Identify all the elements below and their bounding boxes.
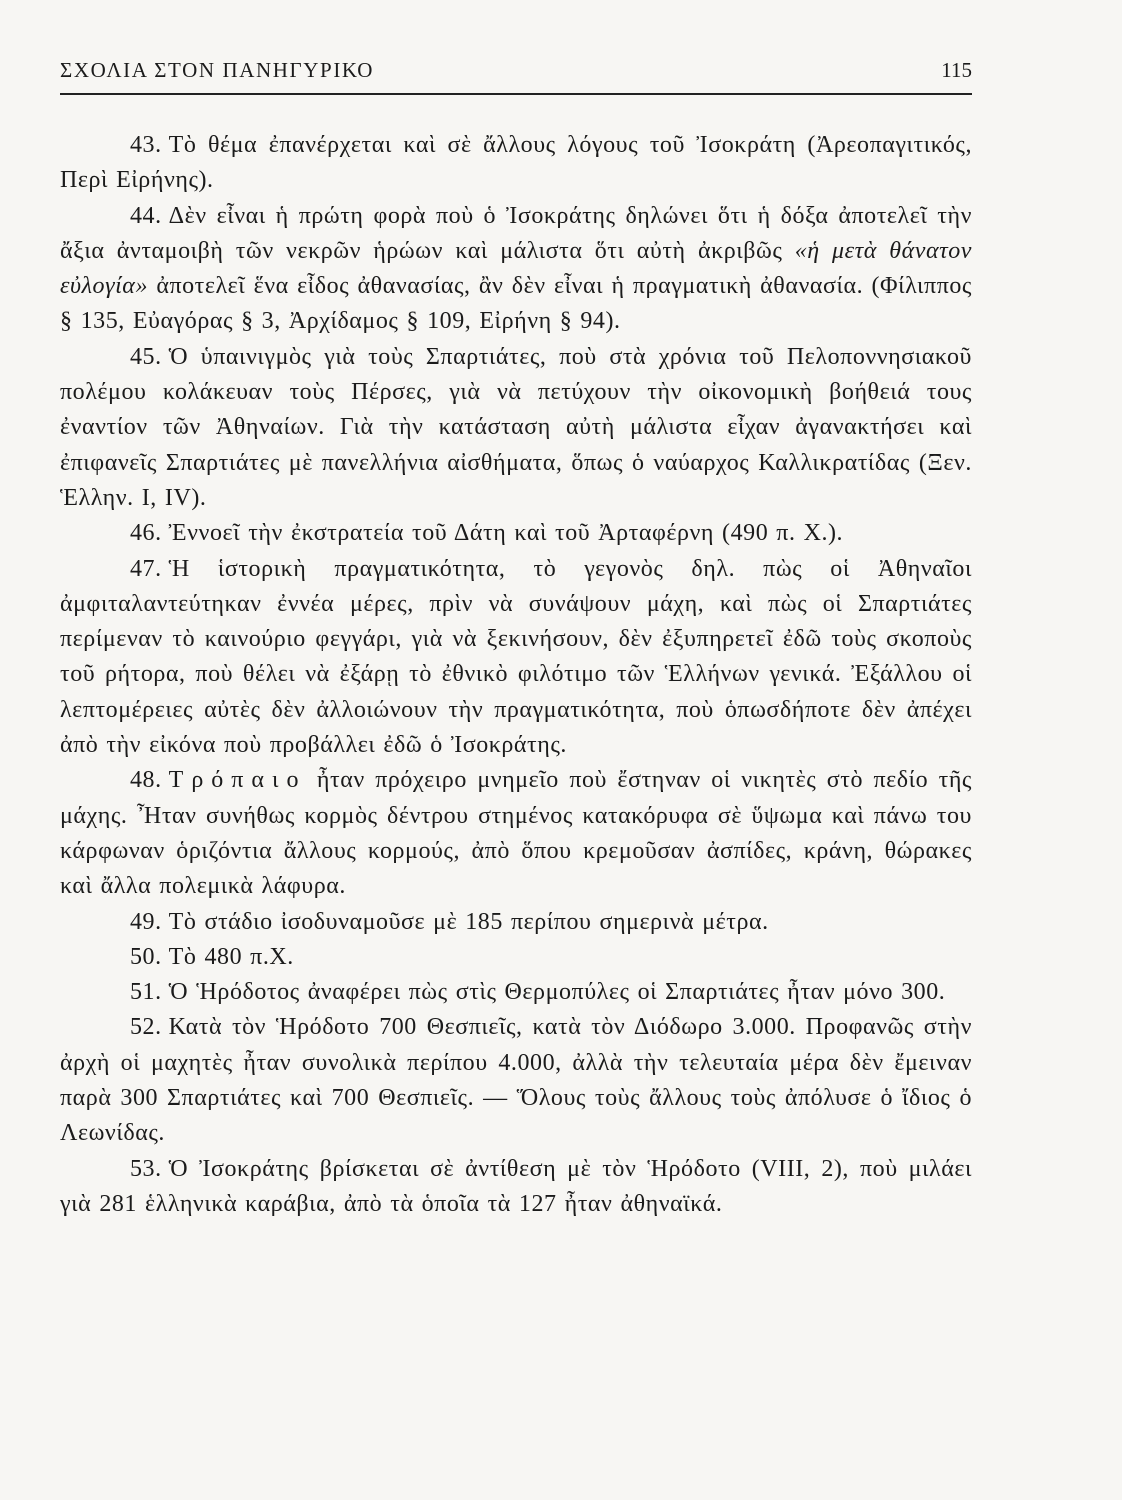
spaced-term: Τρόπαιο [168,767,307,794]
note-text: Τὸ 480 π.Χ. [168,943,294,970]
note-51 [60,975,972,1010]
note-46 [60,516,972,551]
note-45 [60,340,972,516]
note-number: 47. [130,555,162,582]
note-47 [60,552,972,764]
note-53 [60,1152,972,1223]
note-number: 46. [130,520,162,547]
note-number: 48. [130,767,162,794]
note-text: Δὲν εἶναι ἡ πρώτη φορὰ ποὺ ὁ Ἰσοκράτης δηλώνει ὅτι ἡ δόξα ἀποτελεῖ τὴν ἄξια ἀνταμοιβὴ τῶν νεκρῶν ἡρώων καὶ μάλιστα ὅτι αὐτὴ ἀκριβῶς [60,202,972,264]
note-number: 51. [130,979,162,1006]
note-text: ἦταν πρόχειρο μνημεῖο ποὺ ἔστηναν οἱ νικητὲς στὸ πεδίο τῆς μάχης. Ἦταν συνήθως κορμὸς δέντρου στημένος κατακόρυφα σὲ ὕψωμα καὶ πάνω του κάρφωναν ὁριζόντια ἄλλους κορμούς, ἀπὸ ὅπου κρεμοῦσαν ἀσπίδες, κράνη, θώρακες καὶ ἄλλα πολεμικὰ λάφυρα. [60,767,972,900]
note-number: 44. [130,202,162,229]
note-text: Ὁ Ἰσοκράτης βρίσκεται σὲ ἀντίθεση μὲ τὸν Ἡρόδοτο (VIII, 2), ποὺ μιλάει γιὰ 281 ἑλληνικὰ καράβια, ἀπὸ τὰ ὁποῖα τὰ 127 ἦταν ἀθηναϊκά. [60,1155,972,1217]
note-49 [60,905,972,940]
note-number: 52. [130,1014,162,1041]
note-text: Ὁ Ἡρόδοτος ἀναφέρει πὼς στὶς Θερμοπύλες οἱ Σπαρτιάτες ἦταν μόνο 300. [168,979,946,1006]
note-number: 45. [130,343,162,370]
note-50 [60,940,972,975]
note-number: 50. [130,943,162,970]
note-43 [60,128,972,199]
book-page [60,0,972,1500]
note-text: Ὁ ὑπαινιγμὸς γιὰ τοὺς Σπαρτιάτες, ποὺ στὰ χρόνια τοῦ Πελοποννησιακοῦ πολέμου κολάκευαν τοὺς Πέρσες, γιὰ νὰ πετύχουν τὴν οἰκονομικὴ βοήθειά τους ἐναντίον τῶν Ἀθηναίων. Γιὰ τὴν κατάσταση αὐτὴ μάλιστα εἶχαν ἀγανακτήσει καὶ ἐπιφανεῖς Σπαρτιάτες μὲ πανελλήνια αἰσθήματα, ὅπως ὁ ναύαρχος Καλλικρατίδας (Ξεν. Ἑλλην. I, IV). [60,343,972,511]
note-number: 43. [130,132,162,158]
note-text: Ἐννοεῖ τὴν ἐκστρατεία τοῦ Δάτη καὶ τοῦ Ἀρταφέρνη (490 π. Χ.). [168,520,844,547]
note-text: Τὸ στάδιο ἰσοδυναμοῦσε μὲ 185 περίπου σημερινὰ μέτρα. [168,908,769,935]
notes-list [60,128,972,1222]
note-text: Κατὰ τὸν Ἡρόδοτο 700 Θεσπιεῖς, κατὰ τὸν Διόδωρο 3.000. Προφανῶς στὴν ἀρχὴ οἱ μαχητὲς ἦταν συνολικὰ περίπου 4.000, ἀλλὰ τὴν τελευταία μέρα δὲν ἔμειναν παρὰ 300 Σπαρτιάτες καὶ 700 Θεσπιεῖς. — Ὅλους τοὺς ἄλλους τοὺς ἀπόλυσε ὁ ἴδιος ὁ Λεωνίδας. [60,1014,972,1147]
note-text: ἀποτελεῖ ἕνα εἶδος ἀθανασίας, ἂν δὲν εἶναι ἡ πραγματικὴ ἀθανασία. (Φίλιππος § 135, Εὐαγόρας § 3, Ἀρχίδαμος § 109, Εἰρήνη § 94). [60,273,972,335]
page-number: 115 [941,58,972,82]
note-52 [60,1010,972,1151]
note-48 [60,763,972,904]
running-title: ΣΧΟΛΙΑ ΣΤΟΝ ΠΑΝΗΓΥΡΙΚΟ [60,58,375,82]
header-rule [60,93,972,95]
note-text: Ἡ ἱστορικὴ πραγματικότητα, τὸ γεγονὸς δηλ. πὼς οἱ Ἀθηναῖοι ἀμφιταλαντεύτηκαν ἐννέα μέρες, πρὶν νὰ συνάψουν μάχη, καὶ πὼς οἱ Σπαρτιάτες περίμεναν τὸ καινούριο φεγγάρι, γιὰ νὰ ξεκινήσουν, δὲν ἐξυπηρετεῖ ἐδῶ τοὺς σκοποὺς τοῦ ρήτορα, ποὺ θέλει νὰ ἐξάρῃ τὸ ἐθνικὸ φιλότιμο τῶν Ἑλλήνων γενικά. Ἐξάλλου οἱ λεπτομέρειες αὐτὲς δὲν ἀλλοιώνουν τὴν πραγματικότητα, ποὺ ὁπωσδήποτε δὲν ἀπέχει ἀπὸ τὴν εἰκόνα ποὺ προβάλλει ἐδῶ ὁ Ἰσοκράτης. [60,555,972,759]
italic-quote: «ἡ μετὰ θάνατον εὐλογία» [60,237,972,300]
note-44 [60,199,972,340]
note-number: 49. [130,908,162,935]
note-text: Τὸ θέμα ἐπανέρχεται καὶ σὲ ἄλλους λόγους τοῦ Ἰσοκράτη (Ἀρεοπαγιτικός, Περὶ Εἰρήνης). [60,132,972,194]
running-header [60,58,972,83]
note-number: 53. [130,1155,162,1182]
